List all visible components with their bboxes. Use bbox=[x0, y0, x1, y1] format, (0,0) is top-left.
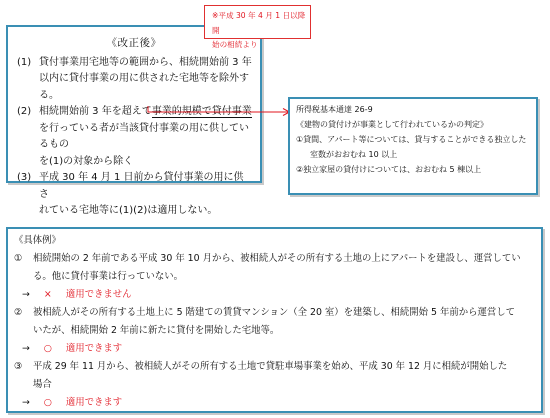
example-line: 被相続人がその所有する土地上に 5 階建ての賃貸マンション（全 20 室）を建築し、相続開始 5 年前から運営して bbox=[33, 307, 515, 318]
ref-line: 室数がおおむね 10 以上 bbox=[310, 150, 398, 159]
cross-icon: × bbox=[43, 289, 52, 300]
examples-box bbox=[6, 227, 543, 413]
item-line: を(1)の対象から除く bbox=[39, 155, 134, 167]
amendment-title: 《改正後》 bbox=[106, 37, 162, 49]
example-line: 相続開始の 2 年前である平成 30 年 10 月から、被相続人がその所有する土地の上にアパートを建設し、運営してい bbox=[33, 253, 521, 264]
example-1-result bbox=[14, 286, 537, 304]
result-label: 適用できます bbox=[65, 397, 123, 408]
arrow-icon: → bbox=[22, 397, 30, 408]
examples-title: 《具体例》 bbox=[14, 235, 61, 246]
reference-box bbox=[288, 97, 538, 195]
circle-icon: ○ bbox=[43, 397, 52, 408]
example-3 bbox=[14, 358, 537, 394]
item-number: (2) bbox=[17, 106, 32, 117]
item-number: (3) bbox=[17, 172, 32, 183]
example-3-result bbox=[14, 394, 537, 412]
note-line: ※平成 30 年 4 月 1 日以降開 bbox=[212, 11, 306, 35]
example-2 bbox=[14, 304, 537, 340]
item-line: 平成 30 年 4 月 1 日前から貸付事業の用に供さ bbox=[39, 172, 244, 200]
arrow-icon: → bbox=[22, 289, 30, 300]
ref-line: ①貸間、アパート等については、貸与することができる独立した bbox=[296, 135, 527, 144]
example-line: 平成 29 年 11 月から、被相続人がその所有する土地で貸駐車場事業を始め、平成 30 年 12 月に相続が開始した bbox=[33, 361, 508, 372]
ref-subheading: 《建物の貸付けが事業として行われているかの判定》 bbox=[296, 120, 488, 129]
item-text: 相続開始前 3 年を超えて bbox=[39, 106, 152, 117]
ref-heading: 所得税基本通達 26-9 bbox=[296, 105, 373, 114]
example-2-result bbox=[14, 340, 537, 358]
arrow-icon: → bbox=[22, 343, 30, 354]
item-line: 以内に貸付事業の用に供された宅地等を除外する。 bbox=[39, 73, 249, 101]
ref-line: ②独立家屋の貸付けについては、おおむね 5 棟以上 bbox=[296, 165, 482, 174]
result-label: 適用できます bbox=[65, 343, 123, 354]
example-line: いたが、相続開始 2 年前に新たに貸付を開始した宅地等。 bbox=[33, 325, 280, 336]
item-line: 貸付事業用宅地等の範囲から、相続開始前 3 年 bbox=[39, 56, 252, 68]
item-line: れている宅地等に(1)(2)は適用しない。 bbox=[39, 205, 218, 216]
underlined-text: 事業的規模で貸付事業 bbox=[151, 106, 252, 117]
item-line: を行っている者が当該貸付事業の用に供しているもの bbox=[39, 122, 249, 150]
example-line: る。他に貸付事業は行っていない。 bbox=[33, 271, 184, 282]
example-number: ③ bbox=[14, 361, 23, 372]
example-line: 場合 bbox=[33, 379, 52, 390]
result-label: 適用できません bbox=[65, 289, 132, 300]
circle-icon: ○ bbox=[43, 343, 52, 354]
example-number: ② bbox=[14, 307, 23, 318]
item-number: (1) bbox=[17, 56, 32, 68]
note-line: 始の相続より bbox=[212, 40, 258, 49]
example-number: ① bbox=[14, 253, 23, 264]
example-1 bbox=[14, 250, 537, 286]
